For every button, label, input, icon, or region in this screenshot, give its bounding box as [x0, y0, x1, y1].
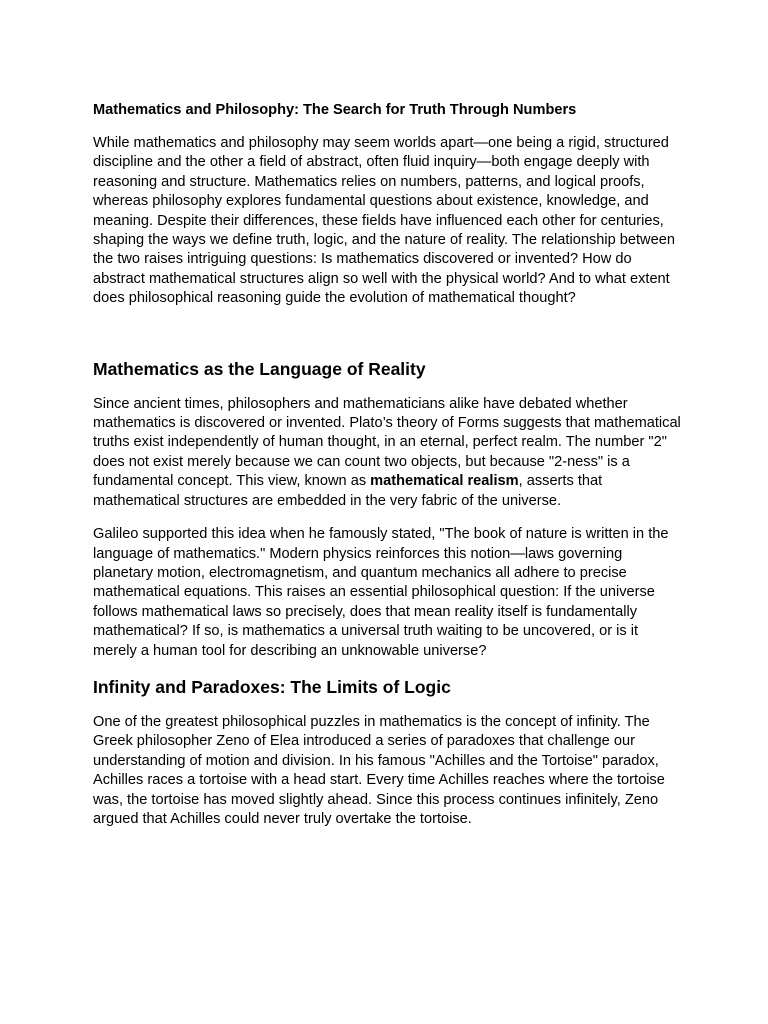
document-title: Mathematics and Philosophy: The Search for Truth Through Numbers [93, 102, 577, 118]
mathematical-realism-term: mathematical realism [370, 473, 519, 490]
intro-paragraph: While mathematics and philosophy may seem worlds apart—one being a rigid, structured discipline and the other a field of abstract, often fluid inquiry—both engage deeply with reasoning and structure. Mathematics relies on numbers, patterns, and logical proofs, whereas philosophy explores fundamental questions about existence, knowledge, and meaning. Despite their differences, these fields have influenced each other for centuries, shaping the ways we define truth, logic, and the nature of reality. The relationship between the two raises intriguing questions: Is mathematics discovered or invented? How do abstract mathematical structures align so well with the physical world? And to what extent does philosophical reasoning guide the evolution of mathematical thought? [93, 135, 675, 307]
section-heading-language-of-reality: Mathematics as the Language of Reality [93, 358, 426, 379]
section-1-paragraph-2: Galileo supported this idea when he famously stated, "The book of nature is written in the language of mathematics." Modern physics reinforces this notion—laws governing planetary motion, electromagnetism, and quantum mechanics all adhere to precise mathematical equations. This raises an essential philosophical question: If the universe follows mathematical laws so precisely, does that mean reality itself is fundamentally mathematical? If so, is mathematics a universal truth waiting to be uncovered, or is it merely a human tool for describing an unknowable universe? [93, 526, 669, 659]
document-content [93, 100, 683, 843]
section-2-paragraph-1: One of the greatest philosophical puzzles in mathematics is the concept of infinity. The Greek philosopher Zeno of Elea introduced a series of paradoxes that challenge our understanding of motion and division. In his famous "Achilles and the Tortoise" paradox, Achilles races a tortoise with a head start. Every time Achilles reaches where the tortoise was, the tortoise has moved slightly ahead. Since this process continues infinitely, Zeno argued that Achilles could never truly overtake the tortoise. [93, 713, 665, 827]
section-1-paragraph-1 [93, 395, 683, 511]
section-heading-infinity-paradoxes: Infinity and Paradoxes: The Limits of Logic [93, 676, 451, 697]
section-1-paragraph-1-text-a: Since ancient times, philosophers and mathematicians alike have debated whether mathematics is discovered or invented. Plato’s theory of Forms suggests that mathematical truths exist independently of human thought, in an eternal, perfect realm. The number "2" does not exist merely because we can count two objects, but because "2-ness" is a fundamental concept. This view, known as [93, 395, 681, 490]
section-1-paragraph-1-text-b: , asserts that mathematical structures are embedded in the very fabric of the universe. [93, 473, 603, 509]
